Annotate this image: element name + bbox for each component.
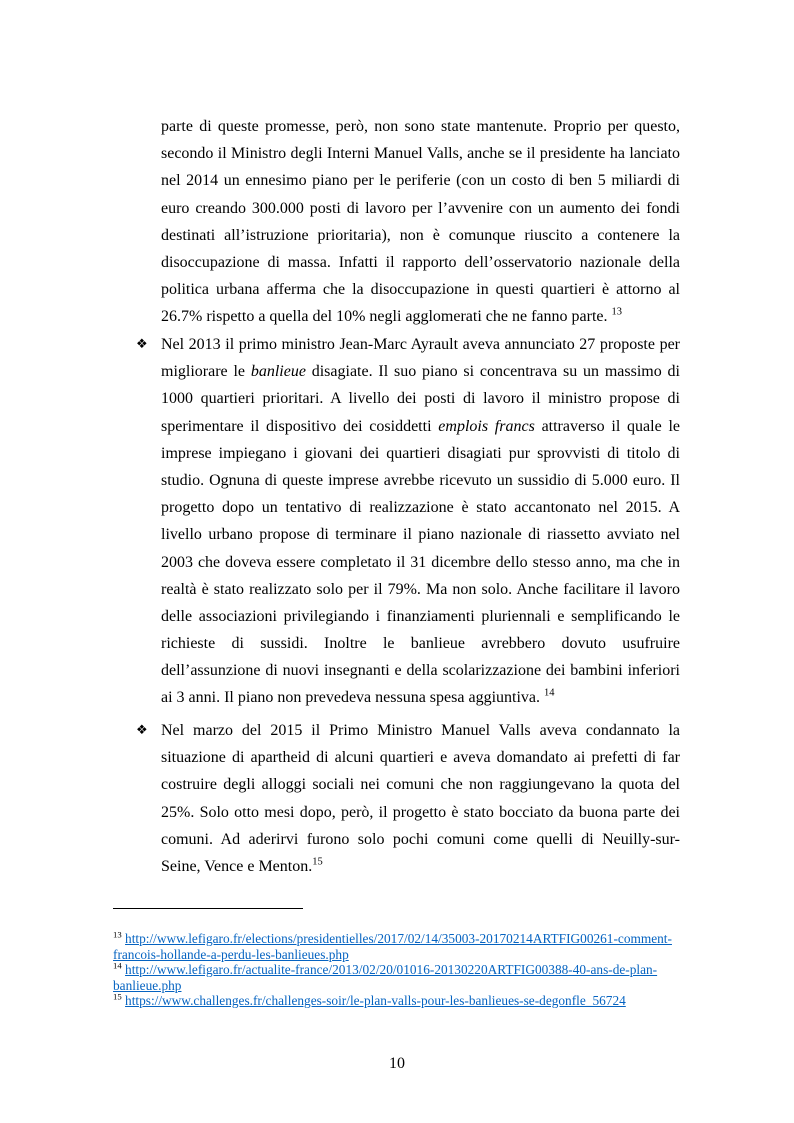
footnote-line xyxy=(113,947,683,963)
bullet-item-2013-plan xyxy=(161,331,680,712)
text-line: progetto dopo un tentativo di realizzazione è stato accantonato nel 2015. A xyxy=(161,499,680,517)
text-line: situazione di apartheid di alcuni quartieri e aveva domandato ai prefetti di far xyxy=(161,749,680,767)
footnote-line xyxy=(113,931,683,947)
text-line-content: Seine, Vence e Menton. xyxy=(161,857,313,875)
italic-term: banlieue xyxy=(250,363,306,381)
text-line: costruire degli alloggi sociali nei comuni che non raggiungevano la quota del xyxy=(161,776,680,794)
footnote-link[interactable]: https://www.challenges.fr/challenges-soir/le-plan-valls-pour-les-banlieues-se-degonfle_56724 xyxy=(125,993,626,1008)
text-segment: attraverso il quale le xyxy=(534,417,680,435)
text-line: Nel marzo del 2015 il Primo Ministro Manuel Valls aveva condannato la xyxy=(161,722,680,739)
text-line: comuni. Ad aderirvi furono solo pochi comuni come quelli di Neuilly-sur- xyxy=(161,830,680,848)
text-line: euro creando 300.000 posti di lavoro per l’avvenire con un aumento dei fondi xyxy=(161,199,680,217)
text-line-content: ai 3 anni. Il piano non prevedeva nessuna spesa aggiuntiva. xyxy=(161,689,544,707)
footnote-link[interactable]: banlieue.php xyxy=(113,977,182,993)
text-line: secondo il Ministro degli Interni Manuel Valls, anche se il presidente ha lanciato xyxy=(161,145,680,163)
text-line: disoccupazione di massa. Infatti il rapporto dell’osservatorio nazionale della xyxy=(161,253,680,271)
body-paragraph-1 xyxy=(161,113,680,331)
footnote-reference: 13 xyxy=(611,306,623,318)
text-line: dell’assunzione di nuovi insegnanti e della scolarizzazione dei bambini inferiori xyxy=(161,662,680,680)
footnote-number: 13 xyxy=(113,929,122,940)
bullet-item-2015-plan xyxy=(161,717,680,880)
footnote-13 xyxy=(113,931,683,962)
text-line: politica urbana afferma che la disoccupazione in questi quartieri è attorno al xyxy=(161,281,680,299)
text-line xyxy=(161,413,680,440)
footnote-line xyxy=(113,993,683,1009)
footnote-link[interactable]: francois-hollande-a-perdu-les-banlieues.php xyxy=(113,946,349,962)
text-line: delle associazioni privilegiando i finanziamenti pluriennali e semplificando le xyxy=(161,607,680,625)
text-line: destinati all’istruzione prioritaria), non è comunque riuscito a contenere la xyxy=(161,226,680,244)
footnote-link[interactable]: http://www.lefigaro.fr/elections/presidentielles/2017/02/14/35003-20170214ARTFIG00261-comment- xyxy=(125,931,672,946)
footnote-15 xyxy=(113,993,683,1009)
footnote-reference: 14 xyxy=(544,688,555,700)
footnote-link[interactable]: http://www.lefigaro.fr/actualite-france/2013/02/20/01016-20130220ARTFIG00388-40-ans-de-plan- xyxy=(125,962,658,977)
text-line: livello urbano propose di terminare il piano nazionale di riassetto avviato nel xyxy=(161,526,680,544)
text-line xyxy=(161,853,680,880)
page-number: 10 xyxy=(389,1055,405,1072)
footnotes xyxy=(113,931,683,1009)
footnote-number: 15 xyxy=(113,991,122,1002)
text-line: 2003 che doveva essere completato il 31 dicembre dello stesso anno, ma che in xyxy=(161,553,680,571)
footnote-14 xyxy=(113,962,683,993)
text-segment: sperimentare il dispositivo dei cosiddetti xyxy=(161,417,439,435)
text-line: realtà è stato realizzato solo per il 79%. Ma non solo. Anche facilitare il lavoro xyxy=(161,580,680,598)
text-line: nel 2014 un ennesimo piano per le periferie (con un costo di ben 5 miliardi di xyxy=(161,172,680,190)
text-line: parte di queste promesse, però, non sono state mantenute. Proprio per questo, xyxy=(161,118,680,135)
italic-term: emplois francs xyxy=(438,417,535,435)
text-segment: disagiate. Il suo piano si concentrava su un massimo di xyxy=(305,363,681,381)
footnote-separator xyxy=(113,908,303,909)
text-line xyxy=(161,684,680,711)
text-line xyxy=(161,303,680,330)
footnote-reference: 15 xyxy=(312,856,323,868)
text-segment: migliorare le xyxy=(161,363,251,381)
diamond-bullet-icon xyxy=(136,717,148,744)
text-line: imprese impiegano i giovani dei quartieri disagiati pur sprovvisti di titolo di xyxy=(161,444,680,462)
text-line: Nel 2013 il primo ministro Jean-Marc Ayrault aveva annunciato 27 proposte per xyxy=(161,336,680,353)
footnote-line xyxy=(113,978,683,994)
footnote-line xyxy=(113,962,683,978)
text-line: studio. Ognuna di queste imprese avrebbe ricevuto un sussidio di 5.000 euro. Il xyxy=(161,471,680,489)
text-line: richieste di sussidi. Inoltre le banlieue avrebbero dovuto usufruire xyxy=(161,635,680,653)
footnote-number: 14 xyxy=(113,960,122,971)
diamond-bullet-icon xyxy=(136,331,148,358)
text-line xyxy=(161,358,680,385)
text-line-content: 26.7% rispetto a quella del 10% negli agglomerati che ne fanno parte. xyxy=(161,308,612,326)
text-line: 1000 quartieri prioritari. A livello dei posti di lavoro il ministro propose di xyxy=(161,390,680,408)
text-line: 25%. Solo otto mesi dopo, però, il progetto è stato bocciato da buona parte dei xyxy=(161,803,680,821)
